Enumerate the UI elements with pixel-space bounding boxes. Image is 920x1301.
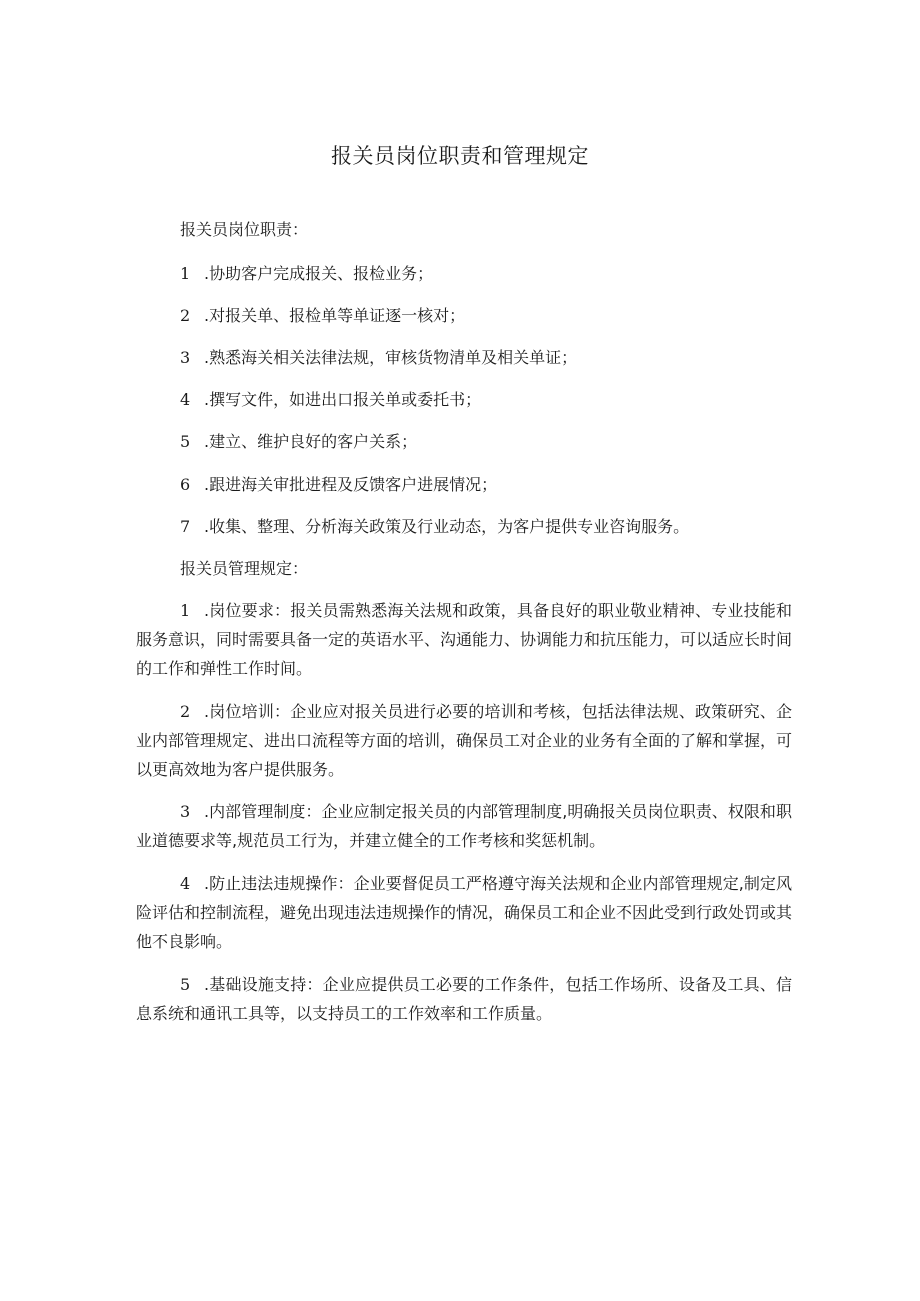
duty-item (180, 262, 433, 286)
duty-item (180, 473, 497, 497)
regulation-paragraph (136, 970, 792, 1028)
duty-item-text: .跟进海关审批进程及反馈客户进展情况； (204, 475, 498, 494)
regulation-number: 3 (180, 802, 191, 821)
duty-item (180, 304, 465, 328)
duty-item-number: 5 (180, 432, 191, 451)
regulation-paragraph (136, 596, 792, 683)
regulation-paragraph (136, 869, 792, 956)
duty-item-text: .协助客户完成报关、报检业务； (204, 264, 434, 283)
duty-item-text: .撰写文件，如进出口报关单或委托书； (204, 390, 482, 409)
regulation-paragraph (136, 697, 792, 784)
regulation-text: .内部管理制度：企业应制定报关员的内部管理制度,明确报关员岗位职责、权限和职业道德要求等,规范员工行为，并建立健全的工作考核和奖惩机制。 (136, 802, 792, 850)
regulation-number: 1 (180, 601, 191, 620)
regulation-paragraph (136, 797, 792, 855)
duty-item-number: 7 (180, 517, 191, 536)
duty-item (180, 346, 577, 370)
regulation-number: 5 (180, 975, 191, 994)
duties-heading: 报关员岗位职责： (180, 220, 309, 239)
regulation-text: .岗位要求：报关员需熟悉海关法规和政策，具备良好的职业敬业精神、专业技能和服务意识，同时需要具备一定的英语水平、沟通能力、协调能力和抗压能力，可以适应长时间的工作和弹性工作时间。 (136, 601, 793, 678)
regulation-text: .防止违法违规操作：企业要督促员工严格遵守海关法规和企业内部管理规定,制定风险评估和控制流程，避免出现违法违规操作的情况，确保员工和企业不因此受到行政处罚或其他不良影响。 (136, 874, 793, 951)
regulation-number: 2 (180, 702, 191, 721)
duty-item-text: .对报关单、报检单等单证逐一核对； (204, 306, 466, 325)
duty-item-number: 4 (180, 390, 191, 409)
duty-item (180, 515, 689, 539)
regulation-text: .岗位培训：企业应对报关员进行必要的培训和考核，包括法律法规、政策研究、企业内部管理规定、进出口流程等方面的培训，确保员工对企业的业务有全面的了解和掌握，可以更高效地为客户提供服务。 (136, 702, 793, 779)
regulation-number: 4 (180, 874, 191, 893)
document-title: 报关员岗位职责和管理规定 (331, 144, 589, 168)
regulations-heading: 报关员管理规定： (180, 559, 309, 578)
duty-item-number: 3 (180, 348, 191, 367)
duty-item-text: .收集、整理、分析海关政策及行业动态，为客户提供专业咨询服务。 (204, 517, 690, 536)
duty-item-number: 1 (180, 264, 191, 283)
duty-item-number: 2 (180, 306, 191, 325)
duty-item-number: 6 (180, 475, 191, 494)
duty-item-text: .熟悉海关相关法律法规，审核货物清单及相关单证； (204, 348, 578, 367)
duty-item (180, 388, 481, 412)
regulation-text: .基础设施支持：企业应提供员工必要的工作条件，包括工作场所、设备及工具、信息系统和通讯工具等，以支持员工的工作效率和工作质量。 (136, 975, 792, 1023)
duty-item-text: .建立、维护良好的客户关系； (204, 432, 418, 451)
duty-item (180, 430, 417, 454)
